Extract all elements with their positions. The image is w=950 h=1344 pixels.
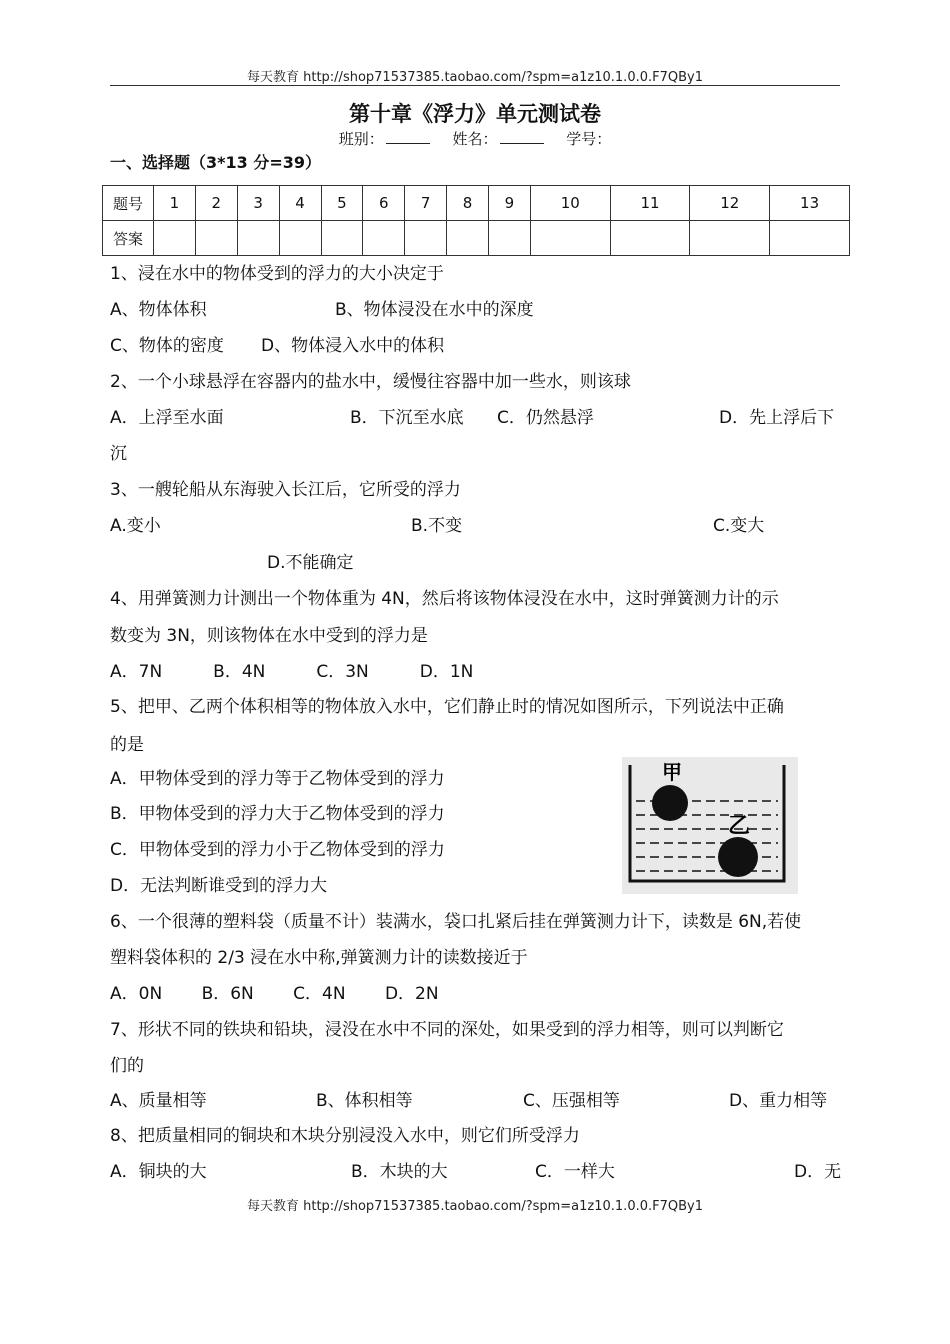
- q4-options: A．7N B．4N C．3N D．1N: [110, 662, 474, 682]
- q5-stem-line1: 5、把甲、乙两个体积相等的物体放入水中，它们静止时的情况如图所示，下列说法中正确: [110, 697, 784, 717]
- q7-option-c: C、压强相等: [523, 1091, 620, 1111]
- q3-option-a: A.变小: [110, 516, 161, 536]
- container-diagram: [622, 757, 798, 894]
- row-label-answer: 答案: [103, 221, 154, 256]
- class-blank[interactable]: [386, 129, 430, 144]
- table-cell-number: 3: [237, 186, 279, 221]
- q1-option-b: B、物体浸没在水中的深度: [335, 300, 534, 320]
- q7-stem-line1: 7、形状不同的铁块和铅块，浸没在水中不同的深处，如果受到的浮力相等，则可以判断它: [110, 1020, 784, 1040]
- answer-cell[interactable]: [610, 221, 690, 256]
- section-heading: 一、选择题（3*13 分=39）: [110, 153, 322, 172]
- q2-option-b: B．下沉至水底: [350, 408, 464, 428]
- q8-stem: 8、把质量相同的铜块和木块分别浸没入水中，则它们所受浮力: [110, 1126, 580, 1146]
- object-jia: [652, 785, 688, 821]
- header-rule: [110, 85, 840, 86]
- buoyancy-figure: [622, 757, 798, 894]
- table-cell-number: 6: [363, 186, 405, 221]
- answer-cell[interactable]: [279, 221, 321, 256]
- table-cell-number: 12: [690, 186, 770, 221]
- q1-option-c: C、物体的密度: [110, 336, 224, 356]
- name-label: 姓名：: [452, 130, 498, 148]
- student-info: [110, 128, 840, 149]
- q8-option-d: D．无: [794, 1162, 842, 1182]
- q1-option-d: D、物体浸入水中的体积: [261, 336, 445, 356]
- table-cell-number: 1: [154, 186, 196, 221]
- q1-option-a: A、物体体积: [110, 300, 207, 320]
- answer-cell[interactable]: [154, 221, 196, 256]
- q5-option-b: B．甲物体受到的浮力大于乙物体受到的浮力: [110, 804, 445, 824]
- q7-stem-line2: 们的: [110, 1056, 144, 1076]
- q7-option-a: A、质量相等: [110, 1091, 207, 1111]
- table-cell-number: 7: [405, 186, 447, 221]
- q2-option-c: C．仍然悬浮: [497, 408, 594, 428]
- exam-title: 第十章《浮力》单元测试卷: [349, 102, 601, 126]
- answer-cell[interactable]: [363, 221, 405, 256]
- q2-option-d: D．先上浮后下: [719, 408, 835, 428]
- q8-option-a: A．铜块的大: [110, 1162, 207, 1182]
- q5-option-a: A．甲物体受到的浮力等于乙物体受到的浮力: [110, 769, 445, 789]
- q8-option-c: C．一样大: [535, 1162, 615, 1182]
- answer-cell[interactable]: [770, 221, 850, 256]
- answer-cell[interactable]: [195, 221, 237, 256]
- answer-cell[interactable]: [690, 221, 770, 256]
- q2-option-d-cont: 沉: [110, 444, 127, 464]
- q5-option-c: C．甲物体受到的浮力小于乙物体受到的浮力: [110, 840, 445, 860]
- row-label-number: 题号: [103, 186, 154, 221]
- answer-cell[interactable]: [489, 221, 531, 256]
- page-footer: 每天教育 http://shop71537385.taobao.com/?spm=a1z10.1.0.0.F7QBy1: [246, 1199, 703, 1214]
- q3-option-d: D.不能确定: [267, 553, 354, 573]
- answer-cell[interactable]: [321, 221, 363, 256]
- q6-stem-line2: 塑料袋体积的 2/3 浸在水中称,弹簧测力计的读数接近于: [110, 948, 528, 968]
- q7-option-d: D、重力相等: [729, 1091, 828, 1111]
- table-row-answers: [103, 221, 850, 256]
- q2-option-a: A．上浮至水面: [110, 408, 224, 428]
- q7-option-b: B、体积相等: [316, 1091, 413, 1111]
- table-cell-number: 10: [530, 186, 610, 221]
- q2-stem: 2、一个小球悬浮在容器内的盐水中，缓慢往容器中加一些水，则该球: [110, 372, 631, 392]
- page-header: 每天教育 http://shop71537385.taobao.com/?spm=a1z10.1.0.0.F7QBy1: [246, 70, 703, 85]
- table-cell-number: 5: [321, 186, 363, 221]
- answer-cell[interactable]: [237, 221, 279, 256]
- table-cell-number: 8: [447, 186, 489, 221]
- q6-stem-line1: 6、一个很薄的塑料袋（质量不计）装满水，袋口扎紧后挂在弹簧测力计下，读数是 6N,若使: [110, 912, 802, 932]
- label-yi: 乙: [728, 814, 751, 839]
- q6-options: A．0N B．6N C．4N D．2N: [110, 984, 439, 1004]
- answer-table: [102, 185, 850, 256]
- q3-stem: 3、一艘轮船从东海驶入长江后，它所受的浮力: [110, 480, 461, 500]
- q4-stem-line1: 4、用弹簧测力计测出一个物体重为 4N，然后将该物体浸没在水中，这时弹簧测力计的示: [110, 589, 779, 609]
- q4-stem-line2: 数变为 3N，则该物体在水中受到的浮力是: [110, 626, 428, 646]
- answer-cell[interactable]: [405, 221, 447, 256]
- class-label: 班别：: [338, 130, 384, 148]
- object-yi: [718, 837, 758, 877]
- q3-option-b: B.不变: [411, 516, 463, 536]
- table-row-numbers: [103, 186, 850, 221]
- table-cell-number: 9: [489, 186, 531, 221]
- label-jia: 甲: [662, 760, 682, 784]
- table-cell-number: 2: [195, 186, 237, 221]
- q3-option-c: C.变大: [713, 516, 765, 536]
- table-cell-number: 4: [279, 186, 321, 221]
- q8-option-b: B．木块的大: [351, 1162, 448, 1182]
- answer-cell[interactable]: [530, 221, 610, 256]
- name-blank[interactable]: [500, 129, 544, 144]
- table-cell-number: 11: [610, 186, 690, 221]
- answer-cell[interactable]: [447, 221, 489, 256]
- q5-stem-line2: 的是: [110, 735, 144, 755]
- container-outline: [630, 765, 784, 881]
- table-cell-number: 13: [770, 186, 850, 221]
- q5-option-d: D．无法判断谁受到的浮力大: [110, 876, 328, 896]
- q1-stem: 1、浸在水中的物体受到的浮力的大小决定于: [110, 264, 444, 284]
- id-label: 学号：: [566, 130, 612, 148]
